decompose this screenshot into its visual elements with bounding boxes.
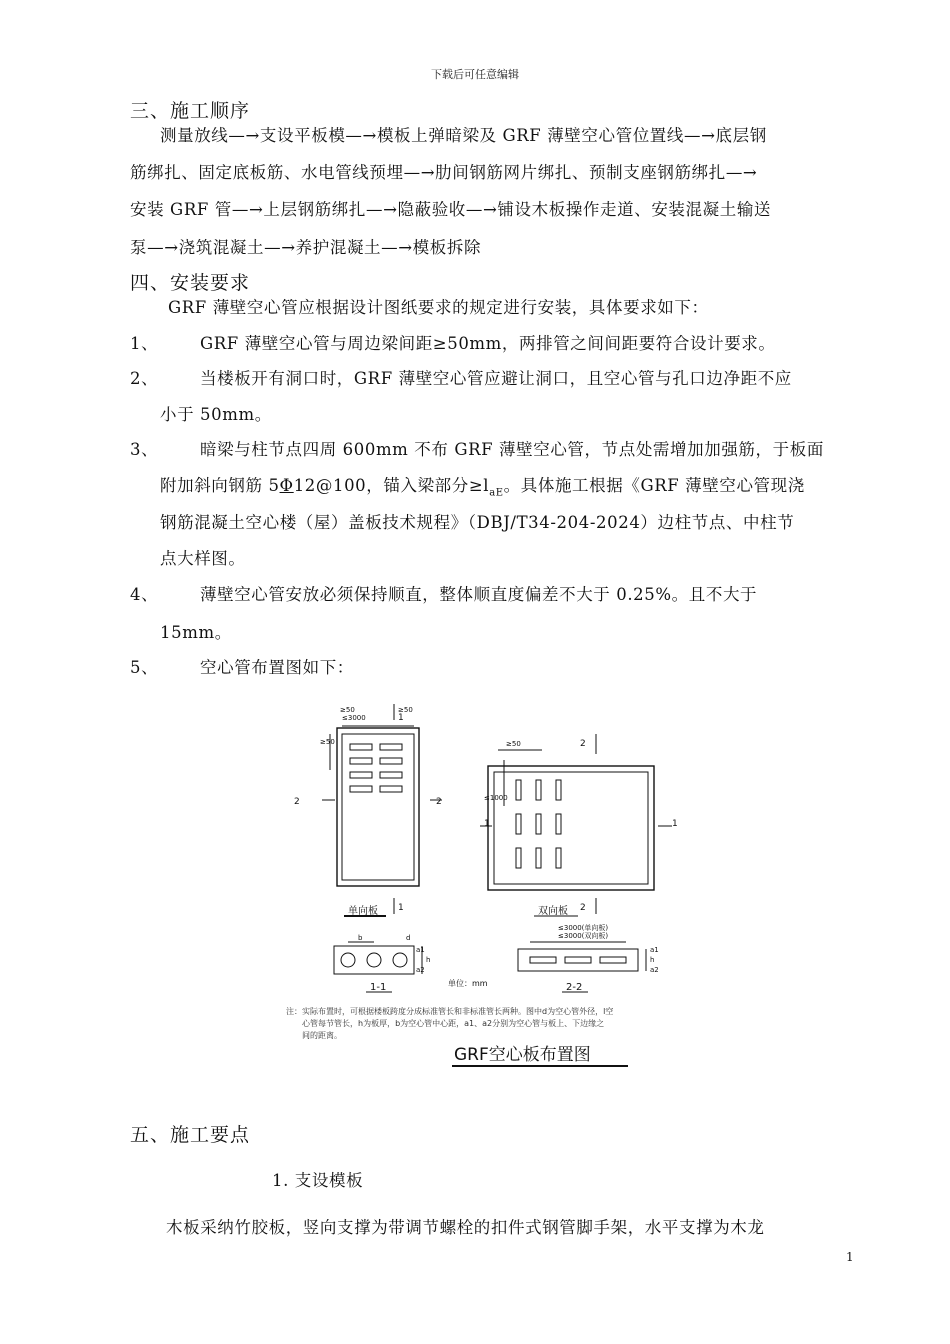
item-4-line-2: 15mm。 — [160, 623, 232, 642]
grf-layout-figure — [280, 700, 680, 1080]
section3-line-3: 安装 GRF 管—→上层钢筋绑扎—→隐蔽验收—→铺设木板操作走道、安装混凝土输送 — [130, 200, 772, 219]
section4-intro: GRF 薄壁空心管应根据设计图纸要求的规定进行安装，具体要求如下： — [168, 298, 709, 317]
dim-b: b — [358, 934, 363, 942]
single-tube — [350, 786, 372, 792]
section-marker: 2 — [580, 903, 586, 913]
item-4-number: 4、 — [130, 585, 159, 604]
single-dim-spacing: ≤3000 — [342, 714, 366, 722]
single-slab-outer — [337, 728, 419, 886]
page-header: 下载后可任意编辑 — [431, 68, 519, 81]
rebar-phi-symbol: Φ — [279, 476, 294, 495]
dim-h: h — [426, 956, 431, 964]
section-2-2-tube — [565, 957, 591, 963]
double-slab-label: 双向板 — [538, 906, 568, 917]
section-1-1-tube — [341, 953, 355, 967]
section-marker: 1 — [398, 903, 404, 913]
section-2-2-tube — [600, 957, 626, 963]
section-marker: 2 — [294, 797, 300, 807]
dim-a1: a1 — [650, 946, 659, 954]
single-tube — [350, 744, 372, 750]
item-1-number: 1、 — [130, 334, 159, 353]
single-dim-left: ≥50 — [320, 738, 335, 746]
double-tube — [556, 780, 561, 800]
single-slab-label: 单向板 — [348, 906, 378, 917]
dim-d: d — [406, 934, 411, 942]
single-tube — [380, 758, 402, 764]
section-marker: 1 — [484, 819, 490, 829]
page-number: 1 — [846, 1250, 854, 1264]
item-2-number: 2、 — [130, 369, 159, 388]
section5-paragraph: 木板采纳竹胶板，竖向支撑为带调节螺栓的扣件式钢管脚手架，水平支撑为木龙 — [166, 1218, 765, 1237]
unit-label: 单位：mm — [448, 979, 488, 988]
section-marker: 1 — [672, 819, 678, 829]
item-3-line-3: 钢筋混凝土空心楼（屋）盖板技术规程》（DBJ/T34-204-2024）边柱节点、中柱节 — [160, 513, 795, 532]
double-tube — [516, 780, 521, 800]
section-1-1-slab — [334, 946, 414, 974]
figure-note-line-3: 间的距离。 — [302, 1031, 342, 1040]
item-1-text: GRF 薄壁空心管与周边梁间距≥50mm，两排管之间间距要符合设计要求。 — [200, 334, 776, 353]
double-tube — [556, 814, 561, 834]
section-marker: 2 — [580, 739, 586, 749]
figure-title: GRF空心板布置图 — [454, 1045, 591, 1065]
item-5-text: 空心管布置图如下： — [200, 658, 354, 677]
double-dim-spacing: ≤1000 — [484, 794, 508, 802]
item-3-number: 3、 — [130, 440, 159, 459]
single-tube — [380, 772, 402, 778]
item-4-line-1: 薄壁空心管安放必须保持顺直，整体顺直度偏差不大于 0.25%。且不大于 — [200, 585, 758, 604]
dim-double-limit: ≤3000(双向板) — [558, 932, 609, 940]
double-tube — [536, 814, 541, 834]
double-tube — [516, 848, 521, 868]
double-tube — [536, 780, 541, 800]
dim-h: h — [650, 956, 655, 964]
section5-subtitle: 1. 支设模板 — [272, 1171, 364, 1190]
section3-line-4: 泵—→浇筑混凝土—→养护混凝土—→模板拆除 — [130, 238, 482, 257]
section-1-1-tube — [393, 953, 407, 967]
section3-line-2: 筋绑扎、固定底板筋、水电管线预埋—→肋间钢筋网片绑扎、预制支座钢筋绑扎—→ — [130, 163, 758, 182]
double-slab-outer — [488, 766, 654, 890]
item-3-line-2a: 附加斜向钢筋 5 — [160, 476, 280, 495]
item-5-number: 5、 — [130, 658, 159, 677]
section-marker: 1 — [398, 713, 404, 723]
section4-title: 四、安装要求 — [130, 272, 251, 294]
single-tube — [380, 744, 402, 750]
item-2-line-2: 小于 50mm。 — [160, 405, 272, 424]
section-1-1-tube — [367, 953, 381, 967]
section-marker: 2 — [436, 797, 442, 807]
item-3-line-1: 暗梁与柱节点四周 600mm 不布 GRF 薄壁空心管，节点处需增加加强筋，于板面 — [200, 440, 824, 459]
item-3-line-2 — [160, 472, 805, 498]
dim-a2: a2 — [650, 966, 659, 974]
section5-title: 五、施工要点 — [130, 1124, 251, 1146]
section-2-2-slab — [518, 949, 638, 971]
item-3-subscript: aE — [489, 487, 504, 499]
double-tube — [516, 814, 521, 834]
dim-single-limit: ≤3000(单向板) — [558, 924, 609, 932]
item-3-line-2b: 12@100，锚入梁部分≥l — [293, 476, 490, 495]
single-slab-inner — [342, 734, 414, 880]
section-2-2-tube — [530, 957, 556, 963]
single-tube — [350, 772, 372, 778]
single-tube — [380, 786, 402, 792]
item-3-line-2c: 。具体施工根据《GRF 薄壁空心管现浇 — [503, 476, 805, 495]
item-2-line-1: 当楼板开有洞口时，GRF 薄壁空心管应避让洞口，且空心管与孔口边净距不应 — [200, 369, 792, 388]
dim-a2: a2 — [416, 966, 425, 974]
single-tube — [350, 758, 372, 764]
dim-a1: a1 — [416, 946, 425, 954]
item-3-line-4: 点大样图。 — [160, 549, 246, 568]
double-dim-edge: ≥50 — [506, 740, 521, 748]
single-dim-edge: ≥50 — [398, 706, 413, 714]
section-2-2-label: 2-2 — [566, 982, 583, 993]
section3-line-1: 测量放线—→支设平板模—→模板上弹暗梁及 GRF 薄壁空心管位置线—→底层钢 — [160, 126, 767, 145]
section3-title: 三、施工顺序 — [130, 100, 251, 122]
double-tube — [536, 848, 541, 868]
double-slab-inner — [494, 772, 648, 884]
single-dim-edge: ≥50 — [340, 706, 355, 714]
section-1-1-label: 1-1 — [370, 982, 387, 993]
double-tube — [556, 848, 561, 868]
figure-note-line-1: 注：实际布置时，可根据楼板跨度分成标准管长和非标准管长两种。图中d为空心管外径，l空 — [286, 1007, 614, 1016]
figure-note-line-2: 心管每节管长，h为板厚，b为空心管中心距，a1、a2分别为空心管与板上、下边缘之 — [302, 1019, 605, 1028]
